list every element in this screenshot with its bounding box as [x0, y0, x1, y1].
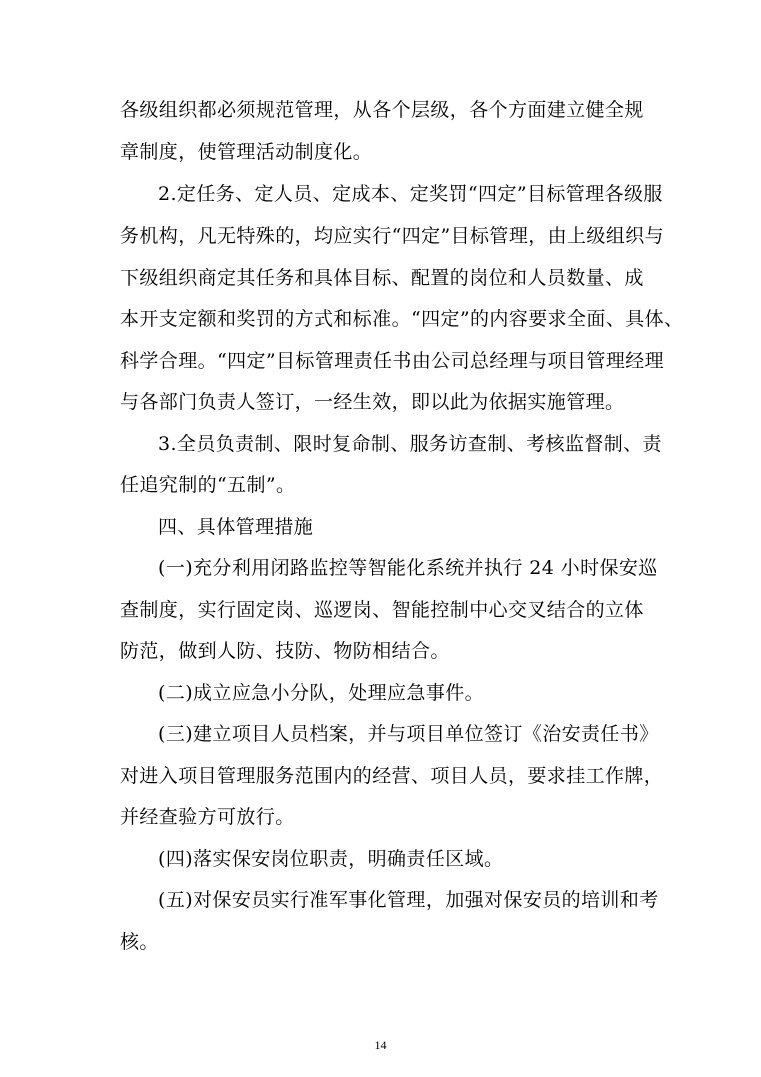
- section-heading: 四、具体管理措施: [158, 516, 314, 538]
- text-line: (一)充分利用闭路监控等智能化系统并执行 24 小时保安巡: [158, 557, 658, 579]
- text-line: 查制度，实行固定岗、巡逻岗、智能控制中心交叉结合的立体: [120, 599, 644, 621]
- text-line: 并经查验方可放行。: [120, 806, 295, 828]
- text-line: 3.全员负责制、限时复命制、服务访查制、考核监督制、责: [158, 433, 662, 455]
- text-line: 科学合理。“四定”目标管理责任书由公司总经理与项目管理经理: [120, 350, 665, 372]
- text-line: 防范，做到人防、技防、物防相结合。: [120, 640, 450, 662]
- text-line: (三)建立项目人员档案，并与项目单位签订《治安责任书》: [158, 723, 659, 745]
- text-line: 2.定任务、定人员、定成本、定奖罚“四定”目标管理各级服: [158, 183, 663, 205]
- text-line: 本开支定额和奖罚的方式和标准。“四定”的内容要求全面、具体、: [120, 308, 684, 330]
- text-line: (五)对保安员实行准军事化管理，加强对保安员的培训和考: [158, 889, 659, 911]
- text-line: 下级组织商定其任务和具体目标、配置的岗位和人员数量、成: [120, 267, 644, 289]
- text-line: 务机构，凡无特殊的，均应实行“四定”目标管理，由上级组织与: [120, 225, 665, 247]
- text-line: 核。: [120, 931, 159, 953]
- text-line: 任追究制的“五制”。: [120, 474, 296, 496]
- page-number: 14: [374, 1038, 387, 1052]
- text-line: 各级组织都必须规范管理，从各个层级，各个方面建立健全规: [120, 99, 644, 121]
- text-line: 章制度，使管理活动制度化。: [120, 141, 373, 163]
- text-line: (四)落实保安岗位职责，明确责任区域。: [158, 848, 504, 870]
- text-line: (二)成立应急小分队，处理应急事件。: [158, 682, 485, 704]
- text-line: 与各部门负责人签订，一经生效，即以此为依据实施管理。: [120, 391, 625, 413]
- text-line: 对进入项目管理服务范围内的经营、项目人员，要求挂工作牌，: [120, 765, 664, 787]
